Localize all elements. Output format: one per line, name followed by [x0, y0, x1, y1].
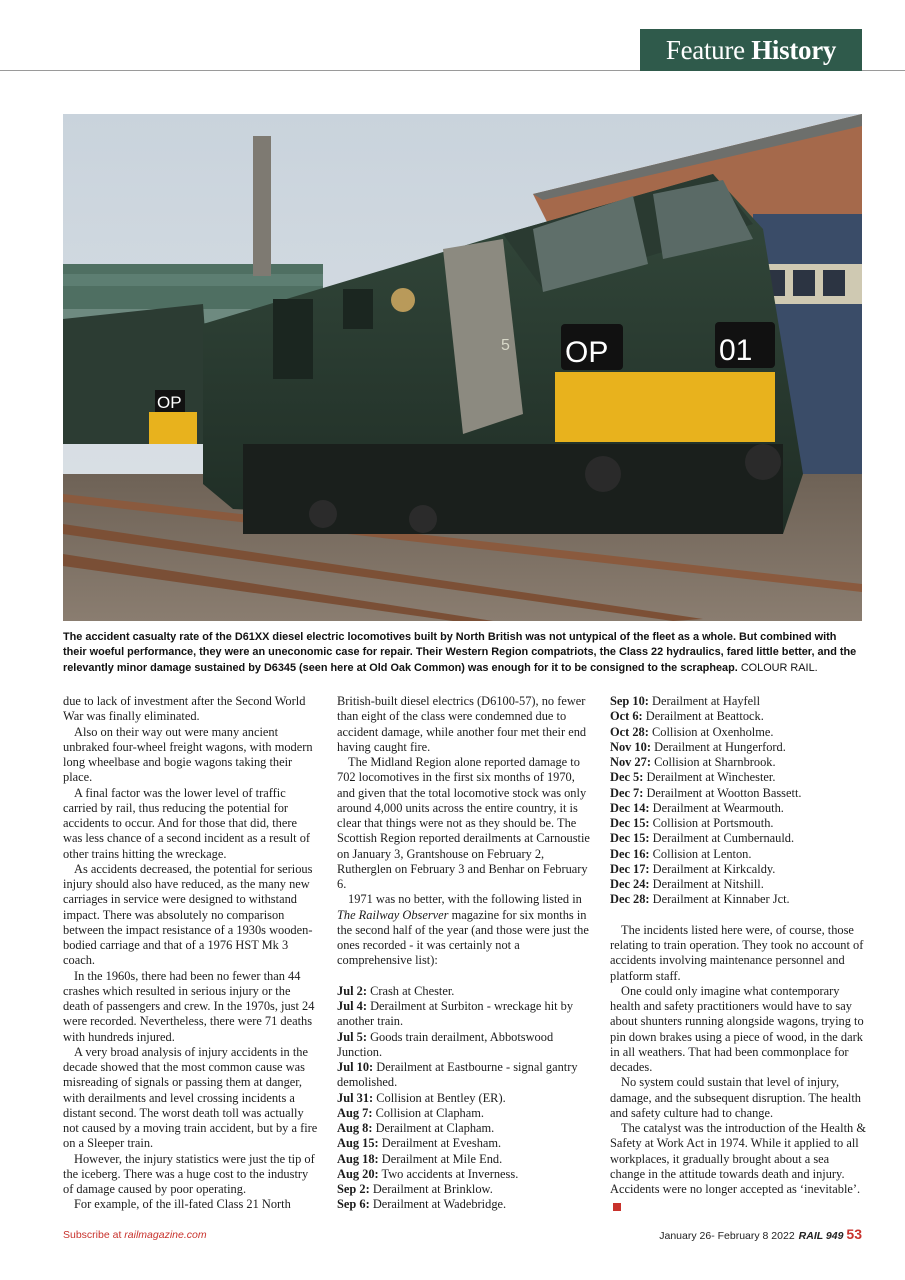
incident-entry [337, 1182, 593, 1197]
incident-entry [610, 755, 866, 770]
paragraph: Also on their way out were many ancient unbraked four-wheel freight wagons, with modern long wheelbase and bogie wagons taking their place. [63, 724, 313, 785]
incident-date: Jul 5: [337, 1029, 367, 1044]
paragraph: In the 1960s, there had been no fewer than 44 crashes which resulted in serious injury or the death of passengers and crew. In the 1970s, just 24 were recorded. Nevertheless, there were 71 deaths with hundreds injured. [63, 968, 315, 1044]
incident-event: Collision at Portsmouth. [652, 816, 774, 830]
paragraph: The incidents listed here were, of course, those relating to train operation. They took no account of accidents involving maintenance personnel and platform staff. [610, 922, 864, 983]
photo-credit: COLOUR RAIL. [740, 661, 818, 674]
paragraph: A final factor was the lower level of traffic carried by rail, thus reducing the potential for accidents to occur. And for those that did, there was less chance of a second incident as a result of other trains hitting the wreckage. [63, 785, 311, 861]
incident-event: Collision at Bentley (ER). [376, 1090, 506, 1105]
locomotive-photo [63, 114, 862, 621]
page-number: 53 [846, 1226, 862, 1242]
subscribe-site: railmagazine.com [124, 1229, 207, 1241]
incident-event: Derailment at Mile End. [381, 1151, 503, 1166]
headcode-right: 01 [719, 334, 753, 367]
incident-entry [610, 725, 866, 740]
incident-event: Derailment at Cumbernauld. [652, 831, 795, 846]
paragraph-text: The catalyst was the introduction of the Health & Safety at Work Act in 1974. While it applied to all workplaces, it gradually brought about a sea change in the attitude towards death and injury. Accidents were no longer accepted as ‘inevitable’. [610, 1121, 866, 1196]
incident-event: Derailment at Surbiton - wreckage hit by another train. [337, 999, 574, 1029]
incident-entry [337, 999, 593, 1030]
article-column-1 [63, 694, 319, 1213]
issue-date: January 26- February 8 2022 [659, 1230, 795, 1242]
incident-entry [337, 1136, 593, 1151]
incident-date: Aug 15: [337, 1136, 379, 1151]
article-column-2 [337, 694, 593, 1213]
incident-event: Collision at Clapham. [375, 1105, 484, 1120]
incident-date: Nov 10: [610, 739, 651, 754]
yellow-warning-panel [555, 372, 775, 442]
incident-event: Crash at Chester. [370, 983, 455, 998]
subscribe-link[interactable] [63, 1229, 207, 1241]
incident-event: Derailment at Kinnaber Jct. [652, 892, 790, 907]
incident-event: Derailment at Eastbourne - signal gantry demolished. [337, 1060, 578, 1090]
crest-emblem [391, 288, 415, 312]
paragraph-text: magazine for six months in the second half of the year (and those were just the ones recorded - it was certainly not a comprehensive list): [337, 907, 589, 968]
incident-entry [337, 1030, 593, 1061]
incident-date: Nov 27: [610, 755, 651, 769]
incident-date: Sep 10: [610, 694, 649, 708]
section-label-bold: History [751, 35, 837, 65]
paragraph: The Midland Region alone reported damage to 702 locomotives in the first six months of 1970, and given that the total locomotive stock was only around 4,000 units across the entire country, it is clear that things were not as they should be. The Scottish Region reported derailments at Carnoustie on January 3, Grantshouse on February 2, Rutherglen on February 3 and Benhar on February 6. [337, 755, 590, 891]
incident-event: Derailment at Brinklow. [372, 1182, 493, 1196]
incident-date: Dec 15: [610, 831, 650, 846]
incident-date: Aug 7: [337, 1105, 373, 1120]
incident-date: Dec 28: [610, 892, 650, 907]
incident-event: Derailment at Wadebridge. [372, 1197, 507, 1212]
paragraph: A very broad analysis of injury accidents in the decade showed that the most common cause was misreading of signals or passing them at danger, with derailments and level crossing incidents a distant second. The worst death toll was actually not caused by a moving train accident, but by a fire on a Sleeper train. [63, 1044, 318, 1151]
incident-date: Dec 7: [610, 785, 644, 800]
photo-caption [63, 630, 863, 676]
incident-date: Dec 14: [610, 800, 650, 815]
paragraph [337, 892, 593, 968]
paragraph: One could only imagine what contemporary health and safety practitioners would have to say about shunters running alongside wagons, trying to pin down brakes using a piece of wood, in the dark in all weathers. That had been commonplace for decades. [610, 983, 864, 1074]
incident-date: Dec 15: [610, 816, 650, 830]
incident-date: Jul 2: [337, 983, 367, 998]
paragraph: due to lack of investment after the Second World War was finally eliminated. [63, 694, 306, 724]
incident-date: Sep 6: [337, 1197, 370, 1212]
paragraph: As accidents decreased, the potential for serious injury should also have reduced, as the many new carriages in service were designed to withstand impact. There was absolutely no comparison between the impact resistance of a 1930s wooden-bodied carriage and that of a 1976 HST Mk 3 coach. [63, 861, 313, 968]
section-tab [640, 29, 862, 71]
incident-event: Derailment at Clapham. [375, 1121, 495, 1135]
incident-entry [337, 1091, 593, 1106]
incident-event: Derailment at Wootton Bassett. [646, 785, 802, 800]
incident-entry [610, 709, 866, 724]
paragraph-text: 1971 was no better, with the following listed in [348, 892, 582, 907]
incident-entry [337, 984, 593, 999]
incident-event: Derailment at Hayfell [652, 694, 761, 708]
incident-entry [610, 892, 866, 907]
incident-date: Dec 5: [610, 770, 644, 785]
incident-entry [337, 1167, 593, 1182]
incident-event: Derailment at Wearmouth. [652, 800, 784, 815]
incident-date: Jul 4: [337, 999, 367, 1013]
incident-entry [337, 1106, 593, 1121]
incident-event: Two accidents at Inverness. [381, 1166, 519, 1181]
incident-entry [610, 801, 866, 816]
incident-event: Derailment at Beattock. [645, 709, 764, 724]
paragraph: British-built diesel electrics (D6100-57), no fewer than eight of the class were condemned due to accident damage, while another four met their end having caught fire. [337, 694, 587, 754]
incident-date: Aug 8: [337, 1121, 373, 1135]
incident-entry [337, 1152, 593, 1167]
paragraph: However, the injury statistics were just the tip of the iceberg. There was a huge cost to the industry of damage caused by poor operating. [63, 1151, 315, 1196]
incident-date: Jul 10: [337, 1060, 374, 1074]
incident-event: Goods train derailment, Abbotswood Junction. [337, 1029, 554, 1059]
subscribe-prefix: Subscribe at [63, 1229, 125, 1241]
incident-entry [610, 877, 866, 892]
article-column-3 [610, 694, 866, 1213]
incident-date: Sep 2: [337, 1182, 370, 1196]
incident-date: Dec 17: [610, 861, 650, 876]
incident-date: Jul 31: [337, 1090, 374, 1105]
paragraph [610, 1121, 866, 1213]
caption-text: The accident casualty rate of the D61XX diesel electric locomotives built by North British was not untypical of the fleet as a whole. But combined with their woeful performance, they were an uneconomic case for repair. Their Western Region compatriots, the Class 22 hydraulics, fared little better, and the relevantly minor damage sustained by D6345 (seen here at Old Oak Common) was enough for it to be consigned to the scrapheap. [63, 631, 857, 674]
end-of-article-icon: R [613, 1203, 621, 1211]
incident-entry [610, 862, 866, 877]
incident-date: Oct 28: [610, 724, 649, 739]
incident-entry [610, 816, 866, 831]
incident-entry [610, 694, 866, 709]
cab-number: 5 [501, 337, 510, 354]
incident-entry [610, 831, 866, 846]
incident-event: Collision at Oxenholme. [652, 724, 774, 739]
rear-headcode: OP [157, 393, 182, 412]
incident-event: Derailment at Hungerford. [654, 739, 786, 754]
paragraph: For example, of the ill-fated Class 21 North [74, 1197, 291, 1212]
incident-date: Oct 6: [610, 709, 643, 724]
incident-entry [610, 786, 866, 801]
magazine-title: The Railway Observer [337, 907, 449, 922]
incident-event: Derailment at Kirkcaldy. [652, 861, 776, 876]
headcode-left: OP [565, 336, 609, 369]
folio [659, 1226, 862, 1242]
incident-event: Collision at Sharnbrook. [654, 755, 776, 769]
chimney [253, 136, 271, 276]
incident-event: Derailment at Nitshill. [652, 877, 764, 891]
incident-date: Dec 24: [610, 877, 650, 891]
incident-date: Aug 18: [337, 1151, 379, 1166]
section-label: Feature [665, 35, 745, 65]
incident-event: Derailment at Evesham. [381, 1136, 502, 1151]
incident-event: Collision at Lenton. [652, 846, 752, 861]
incident-entry [337, 1121, 593, 1136]
incident-date: Dec 16: [610, 846, 650, 861]
incident-event: Derailment at Winchester. [646, 770, 776, 785]
incident-entry [337, 1197, 593, 1212]
incident-entry [610, 770, 866, 785]
magazine-issue: RAIL 949 [798, 1230, 844, 1242]
incident-entry [610, 847, 866, 862]
incident-entry [337, 1060, 593, 1091]
paragraph: No system could sustain that level of injury, damage, and the subsequent disruption. The health and safety culture had to change. [610, 1075, 861, 1120]
incident-entry [610, 740, 866, 755]
incident-date: Aug 20: [337, 1166, 379, 1181]
